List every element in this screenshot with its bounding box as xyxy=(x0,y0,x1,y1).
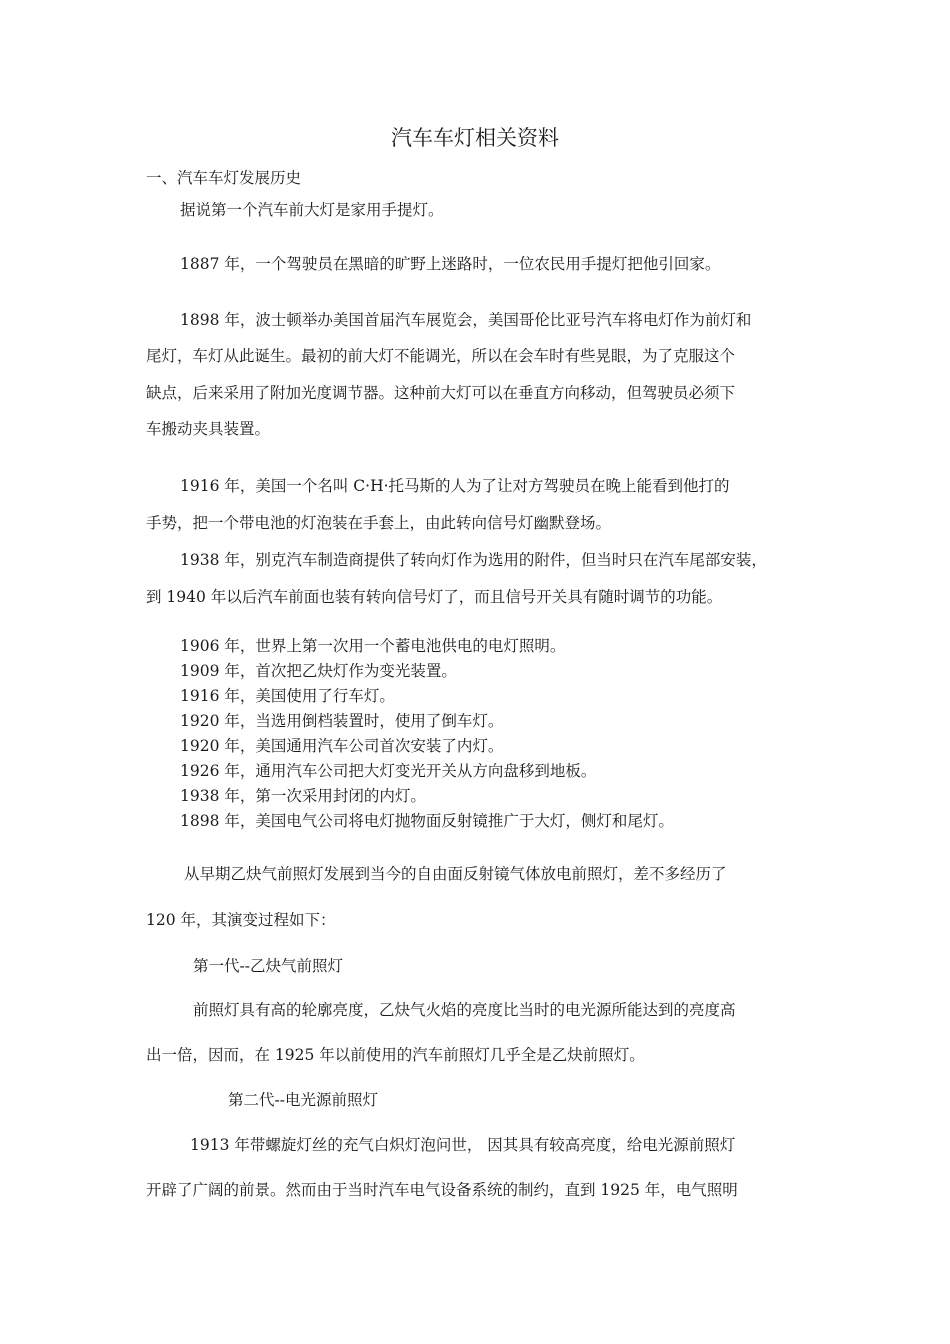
paragraph-1898-line: 尾灯，车灯从此诞生。最初的前大灯不能调光，所以在会车时有些晃眼，为了克服这个 xyxy=(146,347,736,365)
paragraph-1887: 1887 年，一个驾驶员在黑暗的旷野上迷路时，一位农民用手提灯把他引回家。 xyxy=(180,255,721,273)
section-heading: 一、汽车车灯发展历史 xyxy=(146,169,302,187)
paragraph-evolution-line: 从早期乙炔气前照灯发展到当今的自由面反射镜气体放电前照灯，差不多经历了 xyxy=(184,865,727,883)
timeline-item: 1916 年，美国使用了行车灯。 xyxy=(180,687,395,705)
paragraph-1898-line: 1898 年，波士顿举办美国首届汽车展览会，美国哥伦比亚号汽车将电灯作为前灯和 xyxy=(180,311,752,329)
generation-2-text-line: 1913 年带螺旋灯丝的充气白炽灯泡问世， 因其具有较高亮度，给电光源前照灯 xyxy=(190,1136,736,1154)
timeline-item: 1920 年，美国通用汽车公司首次安装了内灯。 xyxy=(180,737,504,755)
generation-2-text-line: 开辟了广阔的前景。然而由于当时汽车电气设备系统的制约，直到 1925 年，电气照明 xyxy=(146,1181,738,1199)
paragraph-1916-line: 1916 年，美国一个名叫 C·H·托马斯的人为了让对方驾驶员在晚上能看到他打的 xyxy=(180,477,730,495)
timeline-item: 1926 年，通用汽车公司把大灯变光开关从方向盘移到地板。 xyxy=(180,762,597,780)
generation-1-heading: 第一代--乙炔气前照灯 xyxy=(193,957,343,975)
generation-1-text-line: 出一倍，因而，在 1925 年以前使用的汽车前照灯几乎全是乙炔前照灯。 xyxy=(146,1046,645,1064)
generation-2-heading: 第二代--电光源前照灯 xyxy=(228,1091,378,1109)
timeline-item: 1898 年，美国电气公司将电灯抛物面反射镜推广于大灯，侧灯和尾灯。 xyxy=(180,812,674,830)
generation-1-text-line: 前照灯具有高的轮廓亮度，乙炔气火焰的亮度比当时的电光源所能达到的亮度高 xyxy=(193,1001,736,1019)
timeline-item: 1906 年，世界上第一次用一个蓄电池供电的电灯照明。 xyxy=(180,637,566,655)
paragraph-1898-line: 车搬动夹具装置。 xyxy=(146,420,271,438)
timeline-item: 1909 年，首次把乙炔灯作为变光装置。 xyxy=(180,662,457,680)
paragraph-intro: 据说第一个汽车前大灯是家用手提灯。 xyxy=(180,201,444,219)
paragraph-1916-line: 手势，把一个带电池的灯泡装在手套上，由此转向信号灯幽默登场。 xyxy=(146,514,612,532)
paragraph-1898-line: 缺点，后来采用了附加光度调节器。这种前大灯可以在垂直方向移动，但驾驶员必须下 xyxy=(146,384,736,402)
paragraph-1938-line: 到 1940 年以后汽车前面也装有转向信号灯了，而且信号开关具有随时调节的功能。 xyxy=(146,588,723,606)
paragraph-1938-line: 1938 年，别克汽车制造商提供了转向灯作为选用的附件，但当时只在汽车尾部安装， xyxy=(180,551,767,569)
timeline-item: 1920 年，当选用倒档装置时，使用了倒车灯。 xyxy=(180,712,504,730)
timeline-item: 1938 年，第一次采用封闭的内灯。 xyxy=(180,787,426,805)
paragraph-evolution-line: 120 年，其演变过程如下： xyxy=(146,911,336,929)
document-title: 汽车车灯相关资料 xyxy=(391,126,559,150)
